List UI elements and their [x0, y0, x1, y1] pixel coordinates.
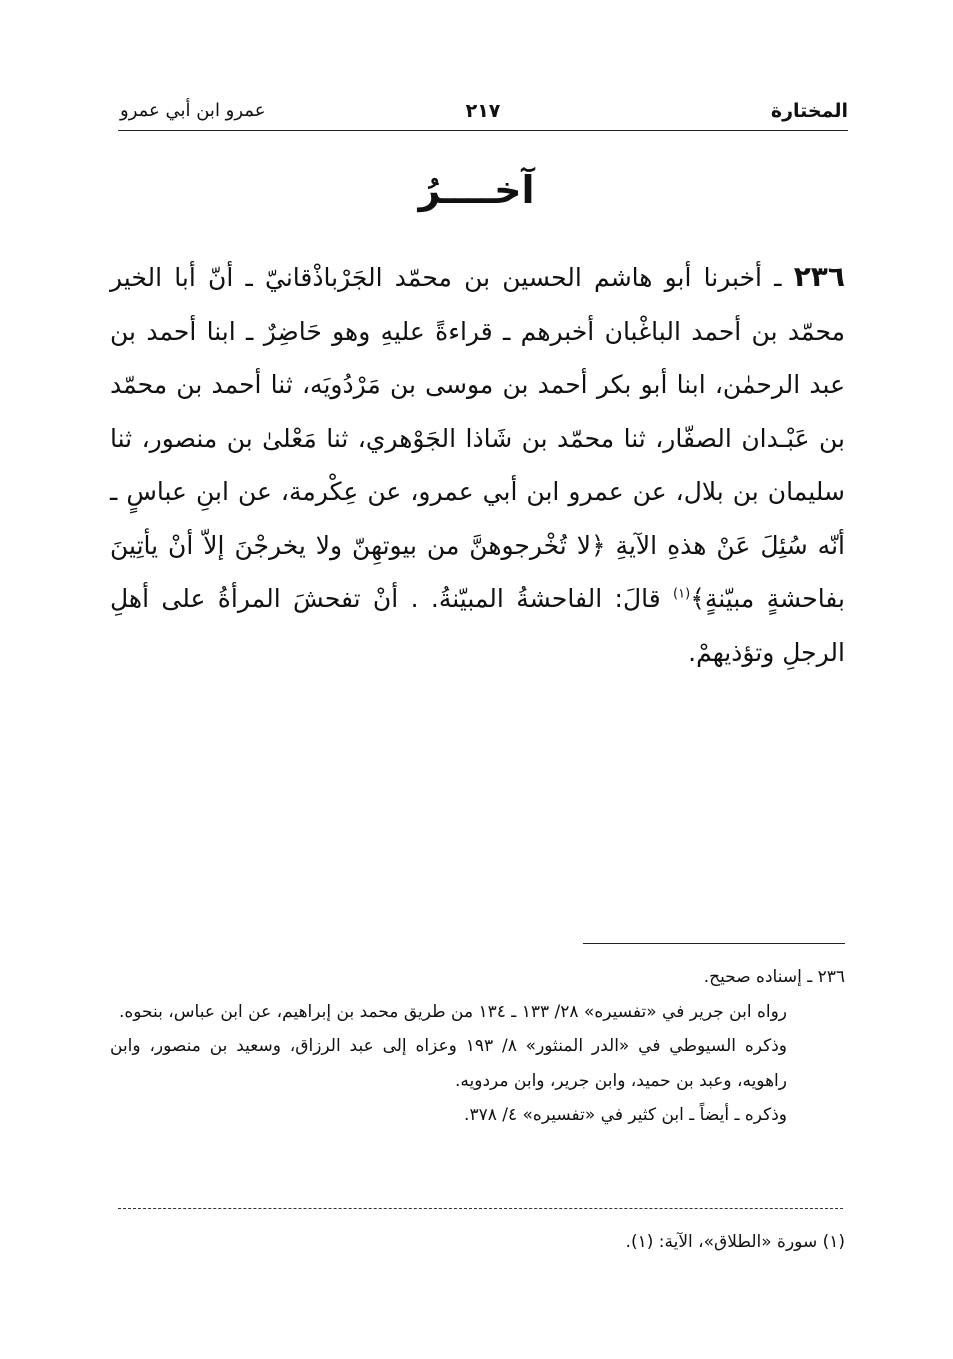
quran-footnote: (١) سورة «الطلاق»، الآية: (١).	[625, 1232, 845, 1252]
hadith-body: ـ أخبرنا أبو هاشم الحسين بن محمّد الجَرْباذْقانيّ ـ أنّ أبا الخير محمّد بن أحمد الباغْبان أخبرهم ـ قراءةً عليهِ وهو حَاضِرٌ ـ ابنا أحمد بن عبد الرحمٰن، ابنا أبو بكر أحمد بن موسى بن مَرْدُويَه، ثنا أحمد بن محمّد بن عَبْـدان الصفّار، ثنا محمّد بن شَاذا الجَوْهري، ثنا مَعْلىٰ بن منصور، ثنا سليمان بن بلال، عن عمرو ابن أبي عمرو، عن عِكْرمة، عن ابنِ عباسٍ ـ أنّه سُئِلَ عَنْ هذهِ الآيةِ ﴿لا تُخْرجوهنَّ من بيوتهِنّ ولا يخرجْنَ إلاّ أنْ يأتِينَ بفاحشةٍ مبيّنةٍ﴾	[110, 263, 845, 613]
footnote-divider	[583, 943, 845, 944]
running-header	[118, 96, 848, 131]
takhrij-line-ibn-kathir: وذكره ـ أيضاً ـ ابن كثير في «تفسيره» ٤/ ٣٧٨.	[464, 1105, 787, 1125]
takhrij-line-ibn-jarir: رواه ابن جرير في «تفسيره» ٢٨/ ١٣٣ ـ ١٣٤ من طريق محمد بن إبراهيم، عن ابن عباس، بنحوه.	[118, 1001, 787, 1022]
dashed-divider	[118, 1208, 843, 1209]
hadith-body-end: قالَ: الفاحشةُ المبيّنةُ. . أنْ تفحشَ المرأةُ على أهلِ الرجلِ وتؤذيهمْ.	[110, 584, 845, 667]
takhrij-line-grading: ٢٣٦ ـ إسناده صحيح.	[703, 967, 845, 987]
section-title: آخــــرُ	[418, 168, 535, 212]
hadith-number: ٢٣٦	[793, 260, 845, 293]
footnote-reference: (١)	[673, 586, 691, 602]
hadith-text	[110, 250, 845, 679]
section-name: عمرو ابن أبي عمرو	[120, 100, 266, 121]
takhrij-notes	[110, 960, 845, 1133]
page-number: ٢١٧	[465, 100, 501, 122]
book-title: المختارة	[770, 100, 848, 122]
takhrij-line-suyuti: وذكره السيوطي في «الدر المنثور» ٨/ ١٩٣ وعزاه إلى عبد الرزاق، وسعيد بن منصور، وابن راهويه، وعبد بن حميد، وابن جرير، وابن مردويه.	[110, 1036, 787, 1091]
